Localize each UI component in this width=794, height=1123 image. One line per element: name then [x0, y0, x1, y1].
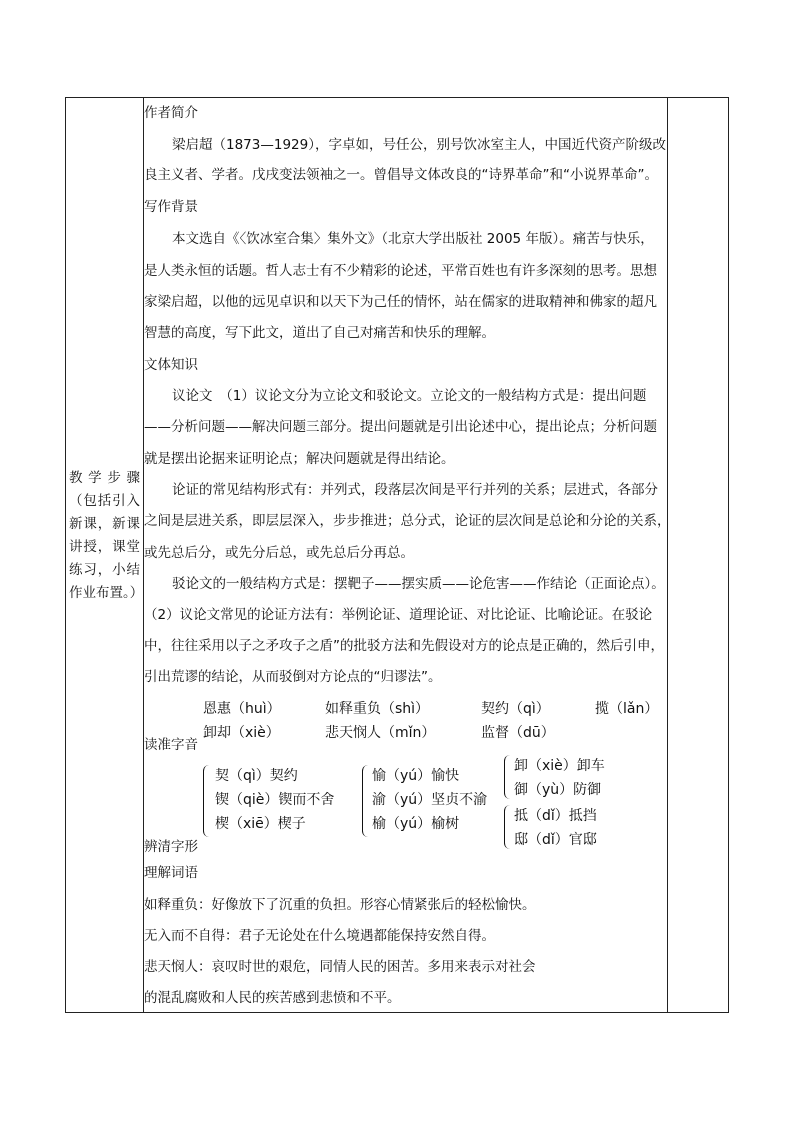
author-heading: 作者简介 — [144, 105, 198, 121]
char-item: 邸（dǐ）官邸 — [514, 832, 597, 848]
step-label-line: 新课，新课 — [69, 516, 140, 532]
vocab-entry: 如释重负：好像放下了沉重的负担。形容心情紧张后的轻松愉快。 — [144, 897, 536, 913]
genre-paragraph: 中，往往采用以子之矛攻子之盾”的批驳方法和先假设对方的论点是正确的，然后引申， — [144, 638, 664, 654]
pronunciation-item: 契约（qì） — [481, 701, 550, 717]
pronunciation-item: 揽（lǎn） — [595, 701, 659, 717]
step-label-cell — [66, 467, 143, 605]
genre-paragraph: （2）议论文常见的论证方法有：举例论证、道理论证、对比论证、比喻论证。在驳论 — [144, 607, 653, 623]
lesson-plan-table — [65, 97, 729, 1013]
pronunciation-item: 如释重负（shì） — [325, 701, 430, 717]
step-label-line: 作业布置。） — [69, 585, 144, 601]
vocab-heading: 理解词语 — [144, 865, 198, 881]
column-divider-right — [667, 98, 668, 1012]
pronunciation-item: 卸却（xiè） — [203, 725, 280, 741]
char-group-2 — [362, 765, 502, 840]
char-item: 抵（dǐ）抵挡 — [514, 808, 597, 824]
background-paragraph: 家梁启超，以他的远见卓识和以天下为己任的情怀，站在儒家的进取精神和佛家的超凡 — [144, 294, 657, 310]
pronunciation-item: 悲天悯人（mǐn） — [325, 725, 436, 741]
genre-heading: 文体知识 — [144, 357, 198, 373]
char-item: 愉（yú）愉快 — [372, 768, 460, 784]
genre-paragraph: ——分析问题——解决问题三部分。提出问题就是引出论述中心，提出论点；分析问题 — [144, 419, 657, 435]
pronunciation-item: 监督（dū） — [481, 725, 555, 741]
char-item: 楔（xiē）楔子 — [215, 816, 306, 832]
brace-mark — [504, 755, 512, 799]
background-heading: 写作背景 — [144, 199, 198, 215]
char-group-3a — [504, 755, 624, 803]
vocab-entry: 悲天悯人：哀叹时世的艰危，同情人民的困苦。多用来表示对社会 — [144, 959, 536, 975]
char-item: 渝（yú）坚贞不渝 — [372, 792, 488, 808]
step-label-line: 讲授，课堂 — [69, 539, 140, 555]
brace-mark — [362, 765, 370, 837]
genre-paragraph: 引出荒谬的结论，从而驳倒对方论点的“归谬法”。 — [144, 669, 442, 685]
author-paragraph: 梁启超（1873—1929），字卓如，号任公，别号饮冰室主人，中国近代资产阶级改 — [172, 137, 666, 153]
genre-paragraph: 就是摆出论据来证明论点；解决问题就是得出结论。 — [144, 451, 455, 467]
reading-heading: 读准字音 — [144, 737, 198, 753]
distinguish-heading: 辨清字形 — [144, 839, 198, 855]
char-item: 御（yù）防御 — [514, 782, 602, 798]
step-label-line: 练习，小结 — [69, 562, 140, 578]
genre-paragraph: 之间是层进关系，即层层深入，步步推进；总分式，论证的层次间是总论和分论的关系， — [144, 513, 671, 529]
step-label-line: 教 学 步 骤 — [69, 470, 140, 486]
background-paragraph: 智慧的高度，写下此文，道出了自己对痛苦和快乐的理解。 — [144, 325, 495, 341]
char-item: 榆（yú）榆树 — [372, 816, 460, 832]
char-item: 卸（xiè）卸车 — [514, 758, 605, 774]
genre-paragraph: 或先总后分，或先分后总，或先总后分再总。 — [144, 545, 414, 561]
char-item: 锲（qiè）锲而不舍 — [215, 792, 335, 808]
genre-paragraph: 议论文 （1）议论文分为立论文和驳论文。立论文的一般结构方式是：提出问题 — [172, 388, 647, 404]
author-paragraph: 良主义者、学者。戊戌变法领袖之一。曾倡导文体改良的“诗界革命”和“小说界革命”。 — [144, 167, 658, 183]
background-paragraph: 是人类永恒的话题。哲人志士有不少精彩的论述，平常百姓也有许多深刻的思考。思想 — [144, 263, 657, 279]
background-paragraph: 本文选自《〈饮冰室合集〉集外文》（北京大学出版社 2005 年版）。痛苦与快乐， — [172, 231, 654, 247]
vocab-entry: 的混乱腐败和人民的疾苦感到悲愤和不平。 — [144, 990, 401, 1006]
brace-mark — [203, 765, 211, 837]
step-label-line: （包括引入 — [69, 493, 140, 509]
pronunciation-item: 恩惠（huì） — [203, 701, 281, 717]
char-item: 契（qì）契约 — [215, 768, 298, 784]
genre-paragraph: 驳论文的一般结构方式是：摆靶子——摆实质——论危害——作结论（正面论点）。 — [172, 576, 665, 592]
char-group-1 — [203, 765, 353, 840]
genre-paragraph: 论证的常见结构形式有：并列式，段落层次间是平行并列的关系；层进式，各部分 — [172, 482, 658, 498]
vocab-entry: 无入而不自得：君子无论处在什么境遇都能保持安然自得。 — [144, 928, 495, 944]
